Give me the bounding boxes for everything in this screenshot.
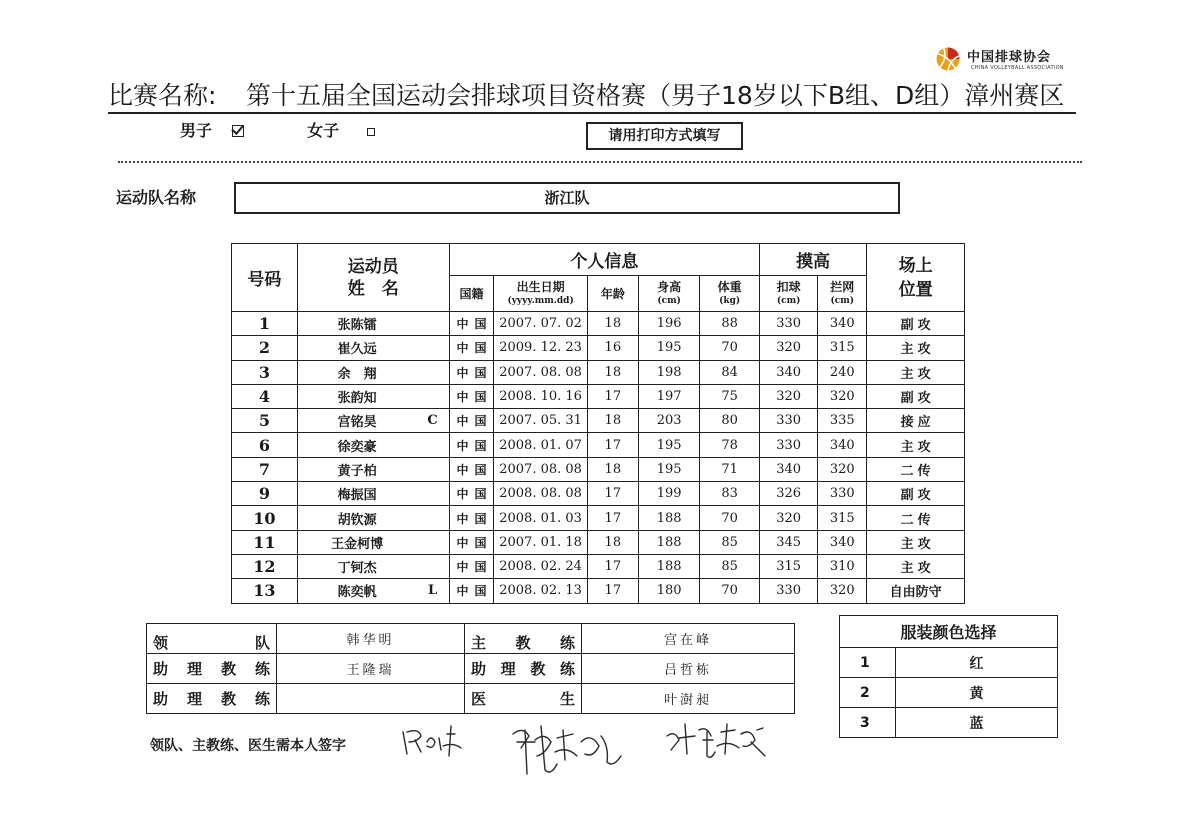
player-birth-cell[interactable]: 2007. 08. 08 (494, 457, 587, 481)
player-nationality-cell[interactable]: 中国 (449, 360, 494, 384)
player-role-cell[interactable] (416, 482, 449, 506)
female-checkbox[interactable] (367, 128, 375, 136)
player-role-cell[interactable] (416, 554, 449, 578)
uniform-option-index: 2 (840, 678, 896, 708)
player-row (232, 530, 965, 554)
player-spike-cell[interactable]: 330 (759, 579, 817, 603)
player-weight-cell[interactable]: 70 (700, 579, 760, 603)
player-birth-cell[interactable]: 2008. 08. 08 (494, 482, 587, 506)
player-spike-cell[interactable]: 320 (759, 384, 817, 408)
header-height (638, 276, 700, 312)
player-weight-cell[interactable]: 75 (700, 384, 760, 408)
header-nationality: 国籍 (449, 276, 494, 312)
player-number-cell[interactable]: 10 (232, 506, 298, 530)
header-block (818, 276, 867, 312)
player-row (232, 312, 965, 336)
header-name-top: 运动员 (347, 256, 399, 277)
header-height-label: 身高 (657, 279, 682, 294)
player-number-cell[interactable]: 4 (232, 384, 298, 408)
player-role-cell[interactable] (416, 433, 449, 457)
player-position-cell[interactable]: 副攻 (867, 384, 965, 408)
player-role-cell[interactable] (416, 312, 449, 336)
player-position-cell[interactable]: 主攻 (867, 433, 965, 457)
player-name-cell[interactable]: 王金柯博 (297, 530, 416, 554)
male-checkbox[interactable] (232, 125, 244, 137)
player-age-cell[interactable]: 17 (587, 579, 638, 603)
player-age-cell[interactable]: 18 (587, 409, 638, 433)
player-height-cell[interactable]: 199 (638, 482, 700, 506)
player-number-cell[interactable]: 1 (232, 312, 298, 336)
player-name-cell[interactable]: 黄子柏 (297, 457, 416, 481)
competition-title (108, 80, 1076, 114)
player-weight-cell[interactable]: 88 (700, 312, 760, 336)
header-spike-unit: (cm) (776, 295, 801, 306)
player-block-cell[interactable]: 320 (818, 579, 867, 603)
player-height-cell[interactable]: 195 (638, 457, 700, 481)
header-player-name (297, 244, 449, 312)
leader-field[interactable]: 韩华明 (277, 624, 465, 654)
player-birth-cell[interactable]: 2008. 02. 24 (494, 554, 587, 578)
player-block-cell[interactable]: 330 (818, 482, 867, 506)
player-birth-cell[interactable]: 2008. 10. 16 (494, 384, 587, 408)
player-nationality-cell[interactable]: 中国 (449, 457, 494, 481)
player-row (232, 457, 965, 481)
player-age-cell[interactable]: 17 (587, 433, 638, 457)
player-position-cell[interactable]: 二传 (867, 457, 965, 481)
player-spike-cell[interactable]: 340 (759, 360, 817, 384)
player-height-cell[interactable]: 196 (638, 312, 700, 336)
player-nationality-cell[interactable]: 中国 (449, 433, 494, 457)
player-age-cell[interactable]: 17 (587, 506, 638, 530)
assistant-coach-3-field[interactable] (277, 684, 465, 714)
player-position-cell[interactable]: 主攻 (867, 554, 965, 578)
player-position-cell[interactable]: 主攻 (867, 530, 965, 554)
header-height-unit: (cm) (657, 295, 681, 306)
doctor-field[interactable]: 叶澍昶 (582, 684, 795, 714)
player-number-cell[interactable]: 7 (232, 457, 298, 481)
player-role-cell[interactable] (416, 506, 449, 530)
player-number-cell[interactable]: 12 (232, 554, 298, 578)
player-position-cell[interactable]: 自由防守 (867, 579, 965, 603)
player-weight-cell[interactable]: 78 (700, 433, 760, 457)
assistant-coach-2-label: 助理教练 (465, 654, 582, 684)
player-role-cell[interactable] (416, 336, 449, 360)
roster-table (231, 243, 965, 604)
header-position (867, 244, 965, 312)
player-block-cell[interactable]: 315 (818, 506, 867, 530)
player-height-cell[interactable]: 195 (638, 433, 700, 457)
player-birth-cell[interactable]: 2007. 01. 18 (494, 530, 587, 554)
player-age-cell[interactable]: 17 (587, 384, 638, 408)
player-nationality-cell[interactable]: 中国 (449, 554, 494, 578)
player-nationality-cell[interactable]: 中国 (449, 506, 494, 530)
player-nationality-cell[interactable]: 中国 (449, 312, 494, 336)
player-spike-cell[interactable]: 315 (759, 554, 817, 578)
header-reach: 摸高 (759, 244, 866, 276)
player-name-cell[interactable]: 崔久远 (297, 336, 416, 360)
player-role-cell[interactable] (416, 530, 449, 554)
player-role-cell[interactable] (416, 384, 449, 408)
uniform-option-color[interactable]: 黄 (896, 678, 1058, 708)
assistant-coach-3-label: 助理教练 (147, 684, 277, 714)
volleyball-logo-icon (935, 46, 961, 72)
handwritten-signatures-icon[interactable] (395, 712, 785, 792)
player-number-cell[interactable]: 5 (232, 409, 298, 433)
player-spike-cell[interactable]: 320 (759, 506, 817, 530)
player-role-cell[interactable]: L (416, 579, 449, 603)
player-number-cell[interactable]: 6 (232, 433, 298, 457)
player-age-cell[interactable]: 18 (587, 312, 638, 336)
player-spike-cell[interactable]: 326 (759, 482, 817, 506)
header-birth (494, 276, 587, 312)
female-label: 女子 (307, 121, 340, 140)
player-birth-cell[interactable]: 2008. 01. 03 (494, 506, 587, 530)
uniform-option-index: 1 (840, 648, 896, 678)
player-block-cell[interactable]: 320 (818, 457, 867, 481)
player-role-cell[interactable] (416, 457, 449, 481)
player-spike-cell[interactable]: 330 (759, 433, 817, 457)
header-birth-label: 出生日期 (516, 279, 565, 294)
dotted-divider (118, 161, 1082, 163)
uniform-option-color[interactable]: 蓝 (896, 708, 1058, 738)
team-name-label: 运动队名称 (116, 188, 197, 207)
logo-name-en: CHINA VOLLEYBALL ASSOCIATION (971, 65, 1064, 71)
player-birth-cell[interactable]: 2008. 02. 13 (494, 579, 587, 603)
header-position-bottom: 位置 (898, 279, 933, 300)
player-birth-cell[interactable]: 2007. 08. 08 (494, 360, 587, 384)
player-position-cell[interactable]: 接应 (867, 409, 965, 433)
player-row (232, 433, 965, 457)
player-spike-cell[interactable]: 330 (759, 409, 817, 433)
header-birth-format: (yyyy.mm.dd) (507, 295, 574, 306)
header-number: 号码 (232, 244, 298, 312)
player-number-cell[interactable]: 2 (232, 336, 298, 360)
header-weight-unit: (kg) (719, 295, 741, 306)
player-age-cell[interactable]: 17 (587, 554, 638, 578)
player-age-cell[interactable]: 18 (587, 530, 638, 554)
player-nationality-cell[interactable]: 中国 (449, 579, 494, 603)
player-block-cell[interactable]: 320 (818, 384, 867, 408)
header-position-top: 场上 (898, 255, 933, 276)
header-block-unit: (cm) (830, 295, 855, 306)
player-nationality-cell[interactable]: 中国 (449, 336, 494, 360)
player-row (232, 409, 965, 433)
player-row (232, 554, 965, 578)
player-row (232, 579, 965, 603)
player-weight-cell[interactable]: 70 (700, 336, 760, 360)
leader-label: 领队 (147, 624, 277, 654)
player-height-cell[interactable]: 195 (638, 336, 700, 360)
male-label: 男子 (180, 121, 213, 140)
player-block-cell[interactable]: 240 (818, 360, 867, 384)
assistant-coach-1-label: 助理教练 (147, 654, 277, 684)
player-weight-cell[interactable]: 85 (700, 554, 760, 578)
player-block-cell[interactable]: 335 (818, 409, 867, 433)
association-logo (935, 44, 1065, 76)
player-role-cell[interactable] (416, 360, 449, 384)
player-name-cell[interactable]: 陈奕帆 (297, 579, 416, 603)
player-height-cell[interactable]: 197 (638, 384, 700, 408)
player-position-cell[interactable]: 二传 (867, 506, 965, 530)
player-weight-cell[interactable]: 70 (700, 506, 760, 530)
player-height-cell[interactable]: 203 (638, 409, 700, 433)
player-spike-cell[interactable]: 340 (759, 457, 817, 481)
staff-table (146, 623, 795, 714)
player-birth-cell[interactable]: 2007. 05. 31 (494, 409, 587, 433)
header-block-label: 拦网 (830, 279, 855, 294)
player-name-cell[interactable]: 宫铭昊 (297, 409, 416, 433)
player-name-cell[interactable]: 张陈镭 (297, 312, 416, 336)
player-nationality-cell[interactable]: 中国 (449, 530, 494, 554)
doctor-label: 医生 (465, 684, 582, 714)
player-age-cell[interactable]: 17 (587, 482, 638, 506)
competition-title-value: 第十五届全国运动会排球项目资格赛（男子18岁以下B组、D组）漳州赛区 (246, 81, 1065, 110)
uniform-option-index: 3 (840, 708, 896, 738)
player-birth-cell[interactable]: 2009. 12. 23 (494, 336, 587, 360)
player-position-cell[interactable]: 副攻 (867, 312, 965, 336)
player-age-cell[interactable]: 16 (587, 336, 638, 360)
player-height-cell[interactable]: 188 (638, 530, 700, 554)
player-name-cell[interactable]: 梅振国 (297, 482, 416, 506)
gender-selection (180, 118, 375, 144)
head-coach-label: 主教练 (465, 624, 582, 654)
player-block-cell[interactable]: 340 (818, 312, 867, 336)
player-height-cell[interactable]: 188 (638, 554, 700, 578)
player-weight-cell[interactable]: 80 (700, 409, 760, 433)
head-coach-field[interactable]: 宫在峰 (582, 624, 795, 654)
player-role-cell[interactable]: C (416, 409, 449, 433)
player-position-cell[interactable]: 主攻 (867, 336, 965, 360)
player-number-cell[interactable]: 13 (232, 579, 298, 603)
header-age: 年龄 (587, 276, 638, 312)
player-block-cell[interactable]: 340 (818, 530, 867, 554)
player-weight-cell[interactable]: 83 (700, 482, 760, 506)
player-height-cell[interactable]: 180 (638, 579, 700, 603)
player-name-cell[interactable]: 丁钶杰 (297, 554, 416, 578)
player-weight-cell[interactable]: 71 (700, 457, 760, 481)
player-nationality-cell[interactable]: 中国 (449, 409, 494, 433)
player-birth-cell[interactable]: 2007. 07. 02 (494, 312, 587, 336)
player-height-cell[interactable]: 198 (638, 360, 700, 384)
team-name-field[interactable]: 浙江队 (234, 182, 900, 214)
uniform-color-header: 服装颜色选择 (840, 616, 1058, 648)
header-personal-info: 个人信息 (449, 244, 759, 276)
roster-body (232, 312, 965, 604)
uniform-color-table (839, 615, 1058, 738)
player-position-cell[interactable]: 主攻 (867, 360, 965, 384)
print-instruction-box: 请用打印方式填写 (586, 122, 743, 150)
player-name-cell[interactable]: 胡钦源 (297, 506, 416, 530)
logo-name-cn: 中国排球协会 (967, 50, 1052, 65)
player-age-cell[interactable]: 18 (587, 360, 638, 384)
assistant-coach-1-field[interactable]: 王隆瑞 (277, 654, 465, 684)
header-weight-label: 体重 (717, 279, 742, 294)
player-block-cell[interactable]: 315 (818, 336, 867, 360)
header-spike-label: 扣球 (776, 279, 801, 294)
player-row (232, 482, 965, 506)
player-spike-cell[interactable]: 330 (759, 312, 817, 336)
player-age-cell[interactable]: 18 (587, 457, 638, 481)
player-weight-cell[interactable]: 84 (700, 360, 760, 384)
player-number-cell[interactable]: 9 (232, 482, 298, 506)
player-block-cell[interactable]: 340 (818, 433, 867, 457)
player-spike-cell[interactable]: 345 (759, 530, 817, 554)
header-weight (700, 276, 760, 312)
header-spike (759, 276, 817, 312)
player-weight-cell[interactable]: 85 (700, 530, 760, 554)
player-name-cell[interactable]: 徐奕豪 (297, 433, 416, 457)
signature-instruction: 领队、主教练、医生需本人签字 (150, 738, 346, 754)
player-spike-cell[interactable]: 320 (759, 336, 817, 360)
player-row (232, 336, 965, 360)
competition-title-label: 比赛名称: (108, 81, 217, 110)
player-nationality-cell[interactable]: 中国 (449, 384, 494, 408)
player-number-cell[interactable]: 3 (232, 360, 298, 384)
player-row (232, 384, 965, 408)
player-name-cell[interactable]: 张韵知 (297, 384, 416, 408)
header-name-bottom: 姓 名 (347, 278, 399, 299)
uniform-option-color[interactable]: 红 (896, 648, 1058, 678)
player-row (232, 506, 965, 530)
assistant-coach-2-field[interactable]: 吕哲栋 (582, 654, 795, 684)
player-block-cell[interactable]: 310 (818, 554, 867, 578)
player-name-cell[interactable]: 余 翔 (297, 360, 416, 384)
player-number-cell[interactable]: 11 (232, 530, 298, 554)
player-birth-cell[interactable]: 2008. 01. 07 (494, 433, 587, 457)
player-nationality-cell[interactable]: 中国 (449, 482, 494, 506)
player-height-cell[interactable]: 188 (638, 506, 700, 530)
player-row (232, 360, 965, 384)
player-position-cell[interactable]: 副攻 (867, 482, 965, 506)
